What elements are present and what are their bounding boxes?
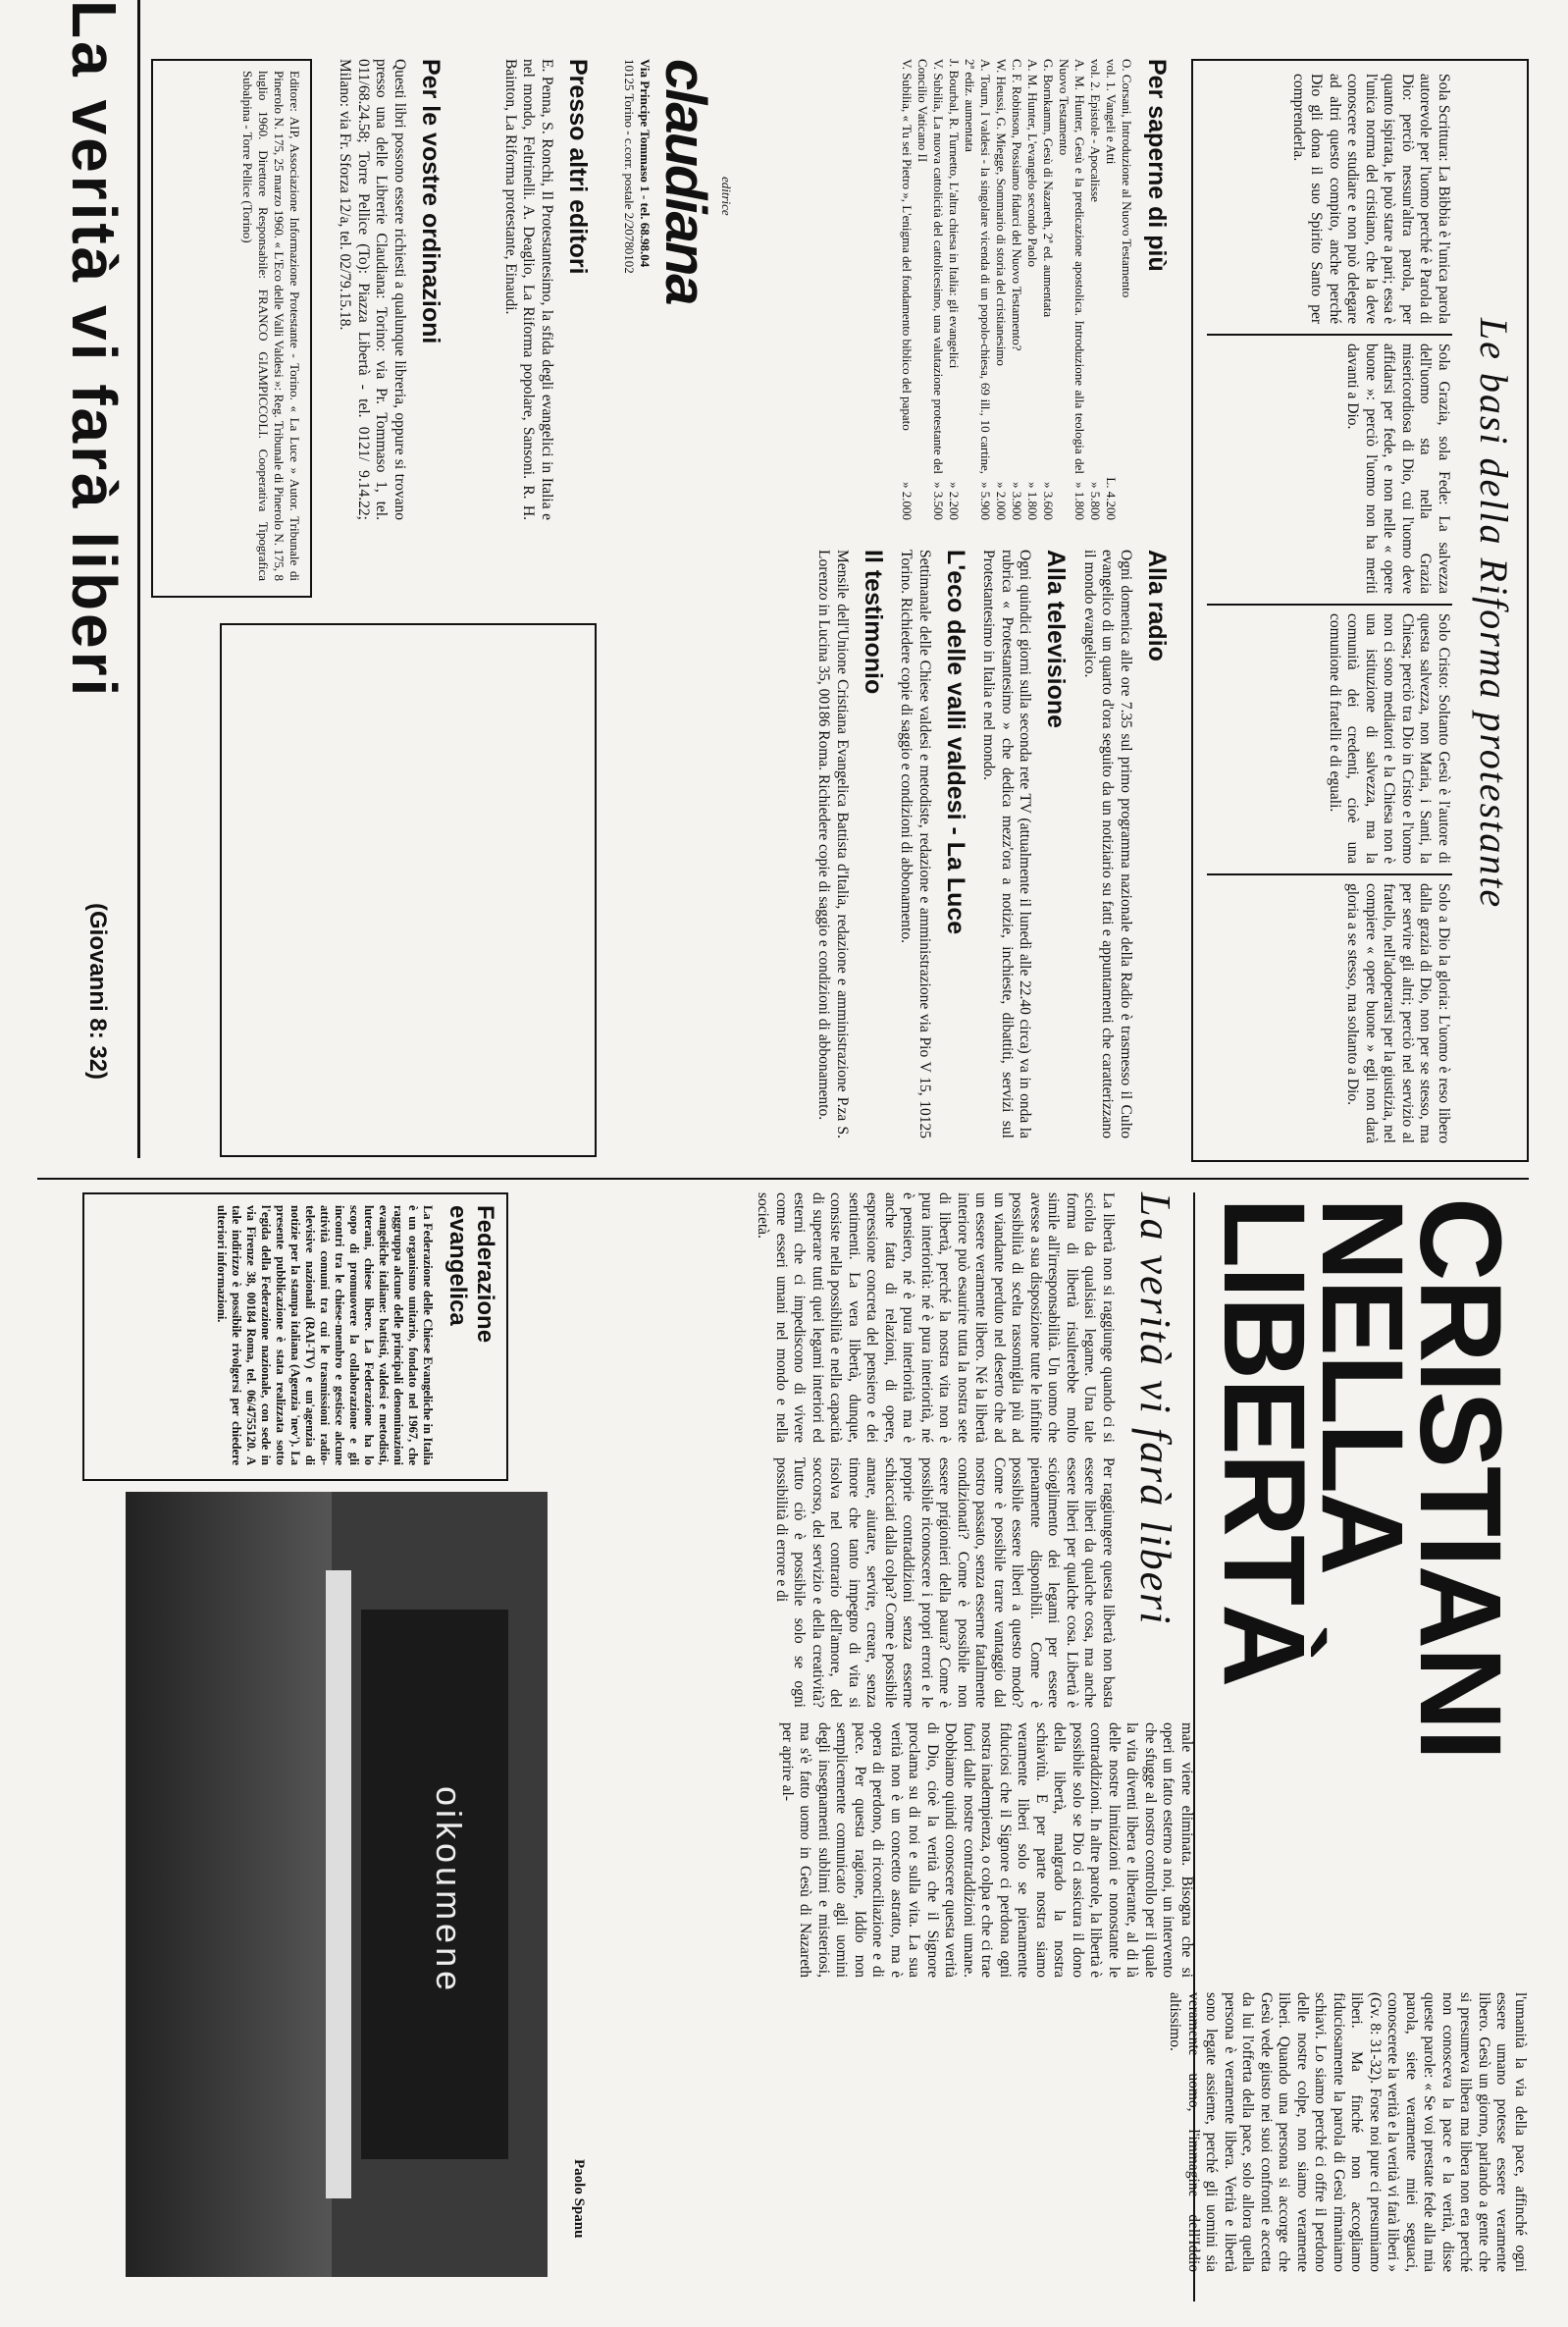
eco-heading: L'eco delle valli valdesi - La Luce xyxy=(942,550,969,935)
book-item xyxy=(1024,59,1040,520)
radio-text: Ogni domenica alle ore 7.35 sul primo programma nazionale della Radio è trasmesso il Culto evangelico di un quarto d'ora seguito da un notiziario su fatti e appuntamenti che caratterizzano il mondo evangelico. xyxy=(1081,550,1134,1138)
riforma-col-1: Sola Scrittura: La Bibbia è l'unica parola autorevole per l'uomo perché è Parola di Dio: perciò nessun'altra parola, per quanto ispirata, le può stare a pari; essa è l'unica norma del cristiano, che la deve conoscere e studiare e non può delegare ad altri questo compito, anche perché Dio gli dona il suo Spirito Santo per comprenderla. xyxy=(1290,74,1452,324)
book-title: A. M. Hunter, L'evangelo secondo Paolo xyxy=(1025,59,1040,267)
book-item xyxy=(1009,59,1024,520)
radio-heading: Alla radio xyxy=(1143,550,1171,661)
book-item xyxy=(1103,59,1119,520)
riforma-col-4: Solo a Dio la gloria: L'uomo è reso libero dalla grazia di Dio, non per se stesso, ma per servire gli altri; perciò nel servizio al fratello, nell'adoperarsi per la giustizia, nel compiere « opere buone » egli non darà gloria a se stesso, ma soltanto a Dio. xyxy=(1344,883,1452,1143)
book-title: O. Corsani, Introduzione al Nuovo Testamento xyxy=(1120,59,1134,298)
orders-section xyxy=(336,59,454,520)
tv-heading: Alla televisione xyxy=(1042,550,1071,729)
book-item xyxy=(993,59,1009,520)
assembly-photo xyxy=(126,1492,548,2277)
bottom-big-title: La verità vi farà liberi xyxy=(59,0,130,700)
other-publishers-text: E. Penna, S. Ronchi, Il Protestantesimo, la sfida degli evangelici in Italia e nel mondo, Feltrinelli. A. Deaglio, La Riforma popolare, Sansoni. R. H. Bainton, La Riforma protestante, Einaudi. xyxy=(502,59,555,520)
book-price: » 1.800 xyxy=(1025,482,1040,520)
riforma-col-2: Sola Grazia, sola Fede: La salvezza dell'uomo sta nella Grazia misericordiosa di Dio, cui l'uomo deve affidarsi per fede, e non nelle « opere buone »: perciò l'uomo non ha meriti davanti a Dio. xyxy=(1344,344,1452,594)
book-item xyxy=(1056,59,1087,520)
book-title: vol. 1. Vangeli e Atti xyxy=(1104,59,1119,165)
book-price: » 2.000 xyxy=(900,482,915,520)
article-title: La verità vi farà liberi xyxy=(1131,1192,1179,1626)
books-list xyxy=(899,59,1134,520)
photo-banner: oikoumene xyxy=(429,1786,469,1995)
article-col-3: male viene eliminata. Bisogna che si operi un fatto esterno a noi, un intervento che sfugge al nostro controllo per il quale la vita diventi libera e liberante, al di là delle nostre limitazioni e nonostante le contraddizioni. In altre parole, la libertà è possibile solo se Dio ci assicura il dono della libertà, malgrado la nostra schiavitù. E per parte nostra siamo veramente liberi solo se pienamente fiduciosi che il Signore ci perdona ogni nostra inadempienza, o colpa e che ci trae fuori dalle nostre contraddizioni umane. Dobbiamo quindi conoscere questa verità di Dio, cioè la verità che il Signore proclama su di noi e sulla vita. La sua verità non è un concetto astratto, ma è opera di perdono, di riconciliazione e di pace. Per questa ragione, Iddio non semplicemente comunicato agli uomini degli insegnamenti sublimi e misteriosi, ma s'è fatto uomo in Gesù di Nazareth per aprire al- xyxy=(779,1722,1195,1978)
address-label-box xyxy=(220,623,597,1157)
masthead-line-2: NELLA xyxy=(1297,1197,1427,1574)
article-author: Paolo Spanu xyxy=(571,2159,587,2239)
masthead-line-3: LIBERTÀ xyxy=(1199,1197,1329,1686)
orders-text: Questi libri possono essere richiesti a qualunque libreria, oppure si trovano presso una delle Librerie Claudiana: Torino: via Pr. Tommaso 1, tel. 011/68.24.58; Torre Pellice (To): Piazza Libertà - tel. 0121/ 9.14.22; Milano: via Fr. Sforza 12/a, tel. 02/79.15.18. xyxy=(337,59,408,520)
claudiana-address-2: 10125 Torino - c.corr. postale 2/20780102 xyxy=(622,59,637,274)
book-title: V. Subilia, La nuova cattolicità del cattolicesimo, una valutazione protestante del Concilio Vaticano II xyxy=(915,59,946,474)
article-col-1: La libertà non si raggiunge quando ci si sciolta da qualsiasi legame. Una tale forma di libertà risulterebbe molto simile all'irresponsabilità. Un uomo che avesse a sua disposizione tutte le infinite possibilità di scelta rassomiglia più ad un viandante perduto nel deserto che ad un essere veramente libero. Né la libertà interiore può esaurire tutta la nostra sete di libertà, perché la nostra vita non è pura interiorità: né è pura interiorità, né è pensiero, né è pura interiorità ma è anche fatta di relazioni, di opere, espressione concreta del pensiero e dei sentimenti. La vera libertà, dunque, consiste nella possibilità e nella capacità di superare tutti quei legami interiori ed esterni che ci impediscono di vivere come esseri umani nel mondo e nella società. xyxy=(755,1192,1117,1443)
federazione-title: Federazione evangelica xyxy=(444,1205,498,1344)
book-item xyxy=(1040,59,1056,520)
bottom-reference: (Giovanni 8: 32) xyxy=(84,903,111,1081)
testimonio-text: Mensile dell'Unione Cristiana Evangelica Battista d'Italia, redazione e amministrazione P.za S. Lorenzo in Lucina 35, 00186 Roma. Richiedere copie di saggio e condizioni di abbonamento. xyxy=(815,550,851,1138)
article-col-4: l'umanità la via della pace, affinché ogni essere umano potesse essere veramente libero. Gesù un giorno, parlando a gente che si presumeva libera ma libera non era perché non conosceva la pace e la verità, disse queste parole: « Se voi prestate fede alla mia parola, siete veramente miei seguaci, conoscerete la verità e la verità vi farà liberi » (Gv. 8: 31-32). Forse noi pure ci presumiamo liberi. Ma finché non accogliamo fiduciosamente la parola di Gesù rimaniamo schiavi. Lo siamo perché ci offre il perdono delle nostre colpe, non siamo veramente liberi. Quando una persona si accorge che Gesù vede giusto nei suoi confronti e accetta da lui l'offerta della pace, solo allora quella persona è veramente libera. Verità e libertà sono legate assieme, perché gli uomini sia veramente uomo, l'immagine dell'Iddio altissimo. xyxy=(1167,1992,1529,2272)
book-price: » 5.900 xyxy=(978,482,993,520)
riforma-divider-3 xyxy=(1207,873,1452,875)
book-item xyxy=(1087,59,1103,520)
book-price: » 2.000 xyxy=(994,482,1009,520)
testimonio-heading: Il testimonio xyxy=(860,550,887,695)
book-item xyxy=(1119,59,1134,520)
riforma-title: Le basi della Riforma protestante xyxy=(1472,317,1516,910)
claudiana-address: Via Principe Tommaso 1 - tel. 68.98.04 xyxy=(638,59,653,268)
orders-heading: Per le vostre ordinazioni xyxy=(417,59,444,344)
book-title: J. Bourbal, R. Turnetto, L'altra chiesa in Italia: gli evangelici xyxy=(947,59,962,369)
riforma-divider-1 xyxy=(1207,334,1452,336)
book-price: » 3.600 xyxy=(1041,482,1056,520)
book-price: » 5.800 xyxy=(1088,482,1103,520)
book-price: » 3.900 xyxy=(1010,482,1024,520)
book-item xyxy=(946,59,962,520)
article-col-2: Per raggiungere questa libertà non basta essere liberi da qualche cosa, ma anche essere liberi per qualche cosa. Libertà è scioglimento dei legami per essere pienamente disponibili. Come è possibile essere liberi a questo modo? Come è possibile trarre vantaggio dal nostro passato, senza esserne fatalmente condizionati? Come è possibile non essere prigionieri della paura? Come è possibile riconoscere i propri errori e le proprie contraddizioni senza esserne schiacciati dalla colpa? Come è possibile amare, aiutare, servire, creare, senza timore che tanto impegno di vita si risolva nel contrario dell'amore, del soccorso, del servizio e della creatività? Tutto ciò è possibile solo se ogni possibilità di errore e di xyxy=(773,1457,1117,1708)
book-price: » 1.800 xyxy=(1072,482,1087,520)
book-item xyxy=(962,59,993,520)
media-section xyxy=(814,550,1180,1138)
photo-table xyxy=(326,1570,351,2198)
book-price: L. 4.200 xyxy=(1104,477,1119,520)
colophon-text: Editore: AIP, Associazione Informazione Protestante - Torino. « La Luce » Autor. Tribunale di Pinerolo N. 175, 25 marzo 1960. « L'Eco delle Valli Valdesi »: Reg. Tribunale di Pinerolo N. 175, 8 luglio 1960. Direttore Responsabile: FRANCO GIAMPICCOLI. Cooperativa Tipografica Subalpina - Torre Pellice (Torino) xyxy=(240,71,302,581)
claudiana-block xyxy=(621,59,734,520)
claudiana-logo: claudiana xyxy=(653,59,717,304)
book-title: A. Tourn, I valdesi - la singolare vicenda di un popolo-chiesa, 69 ill., 10 cartine, 2ª ediz. aumentata xyxy=(963,59,993,474)
book-price: » 2.200 xyxy=(947,482,962,520)
book-title: vol. 2. Epistole - Apocalisse xyxy=(1088,59,1103,202)
books-heading: Per saperne di più xyxy=(1143,59,1171,272)
other-publishers xyxy=(501,59,602,520)
book-title: G. Bornkamm, Gesù di Nazareth, 2ª ed. aumentata xyxy=(1041,59,1056,318)
tv-text: Ogni quindici giorni sulla seconda rete TV (attualmente il lunedì alle 22.40 circa) va in onda la rubrica « Protestantesimo » che dedica mezz'ora a notizie, inchieste, dibattiti, servizi sul Protestantesimo in Italia e nel mondo. xyxy=(980,550,1034,1138)
riforma-divider-2 xyxy=(1207,604,1452,606)
federazione-text: La Federazione delle Chiese Evangeliche in Italia è un organismo unitario, fondato nel 1967, che raggruppa alcune delle principali denominazioni evangeliche italiane: battisti, valdesi e metodisti, luterani, chiese libere. La Federazione ha lo scopo di promuovere la collaborazione e gli incontri tra le chiese-membro e gestisce alcune attività comuni tra cui le trasmissioni radio-televisive nazionali (RAI-TV) e un'agenzia di notizie per la stampa italiana (Agenzia 'nev'). La presente pubblicazione è stata realizzata sotto l'egida della Federazione nazionale, con sede in via Firenze 38, 00184 Roma, tel. 06/4755120. A tale indirizzo è possibile rivolgersi per chiedere ulteriori informazioni. xyxy=(215,1205,435,1465)
book-item xyxy=(899,59,915,520)
bottom-rule xyxy=(137,0,140,1158)
book-title: C. F. Robinson, Possiamo fidarci del Nuovo Testamento? xyxy=(1010,59,1024,351)
photo-floor xyxy=(126,1492,332,2277)
masthead-line-1: CRISTIANI xyxy=(1395,1197,1525,1759)
book-price: » 3.500 xyxy=(931,482,946,520)
eco-text: Settimanale delle Chiese valdesi e metodiste, redazione e amministrazione via Pio V 15, 10125 Torino. Richiedere copie di saggio e condizioni di abbonamento. xyxy=(898,550,933,1138)
center-rule xyxy=(37,1178,1529,1180)
riforma-col-3: Solo Cristo: Soltanto Gesù è l'autore di questa salvezza, non Maria, i Santi, la Chiesa; perciò tra Dio in Cristo e l'uomo non ci sono mediatori e la Chiesa non è una istituzione di salvezza, ma la comunità dei credenti, cioè una comunione di fratelli e di eguali. xyxy=(1327,613,1452,864)
book-title: V. Subilia, « Tu sei Pietro », L'enigma del fondamento biblico del papato xyxy=(900,59,915,431)
book-title: A. M. Hunter, Gesù e la predicazione apostolica. Introduzione alla teologia del Nuovo Testamento xyxy=(1057,59,1087,474)
book-item xyxy=(915,59,946,520)
other-publishers-heading: Presso altri editori xyxy=(564,59,592,275)
book-title: W. Heussi, G. Miegge, Sommario di storia del cristianesimo xyxy=(994,59,1009,366)
books-section xyxy=(899,59,1180,520)
claudiana-logo-small: editrice xyxy=(719,177,734,216)
